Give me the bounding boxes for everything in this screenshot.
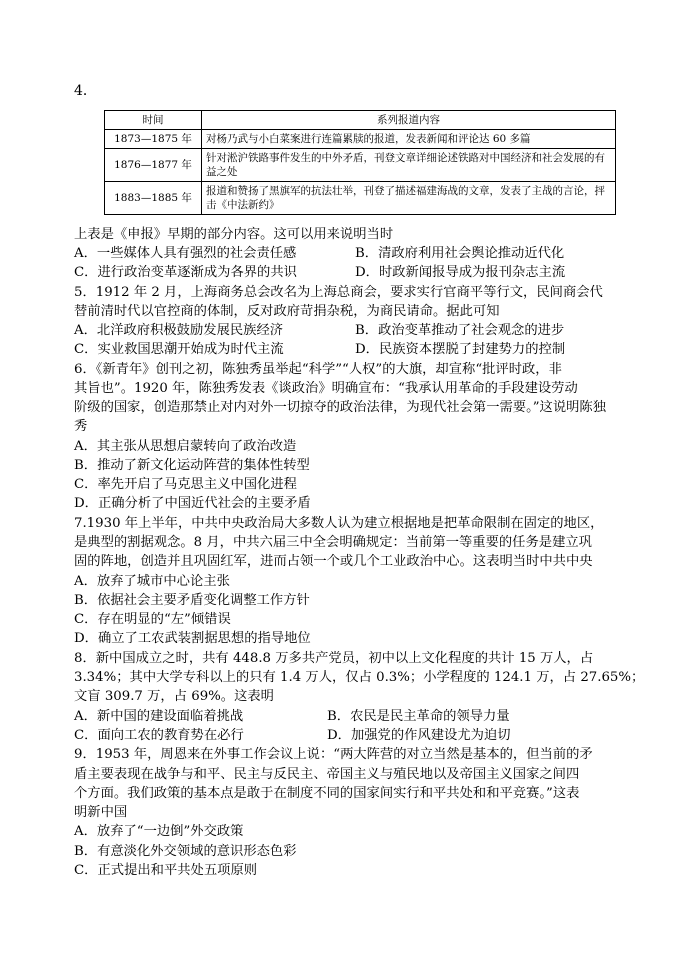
question-8-option-d[interactable]: D．加强党的作风建设尤为迫切: [327, 728, 511, 743]
question-4-option-d[interactable]: D．时政新闻报导成为报刊杂志主流: [355, 265, 566, 280]
question-7-text-line: 固的阵地，创造并且巩固红军，进而占领一个或几个工业政治中心。这表明当时中共中央: [74, 554, 593, 569]
table-cell-content: 针对淞沪铁路事件发生的中外矛盾，刊登文章详细论述铁路对中国经济和社会发展的有益之处: [202, 149, 616, 182]
question-8-text-line: 文盲 309.7 万，占 69%。这表明: [74, 689, 274, 704]
table-cell-content: 报道和赞扬了黑旗军的抗法壮举，刊登了描述福建海战的文章，发表了主战的言论，抨击《中法新约》: [202, 182, 616, 215]
question-5-option-c[interactable]: C．实业救国思潮开始成为时代主流: [74, 342, 284, 357]
question-8-option-a[interactable]: A．新中国的建设面临着挑战: [74, 709, 244, 724]
question-5-text-line: 替前清时代以官控商的体制，反对政府苛捐杂税，为商民请命。据此可知: [74, 304, 500, 319]
question-7-option-b[interactable]: B．依据社会主要矛盾变化调整工作方针: [74, 593, 310, 608]
question-9-text-line: 9．1953 年，周恩来在外事工作会议上说：“两大阵营的对立当然是基本的，但当前的矛: [74, 747, 593, 762]
table-cell-content: 对杨乃武与小白菜案进行连篇累牍的报道，发表新闻和评论达 60 多篇: [202, 130, 616, 149]
question-9-text-line: 明新中国: [74, 805, 128, 820]
question-7-option-a[interactable]: A．放弃了城市中心论主张: [74, 574, 230, 589]
question-8-option-b[interactable]: B．农民是民主革命的领导力量: [327, 709, 510, 724]
question-8-option-c[interactable]: C．面向工农的教育势在必行: [74, 728, 244, 743]
question-5-option-b[interactable]: B．政治变革推动了社会观念的进步: [355, 323, 565, 338]
question-6-option-c[interactable]: C．率先开启了马克思主义中国化进程: [74, 477, 297, 492]
question-9-option-b[interactable]: B．有意淡化外交领域的意识形态色彩: [74, 844, 297, 859]
question-5-option-a[interactable]: A．北洋政府积极鼓励发展民族经济: [74, 323, 284, 338]
question-7-option-d[interactable]: D．确立了工农武装割据思想的指导地位: [74, 631, 311, 646]
table-row: [105, 130, 616, 149]
question-6-option-d[interactable]: D．正确分析了中国近代社会的主要矛盾: [74, 496, 311, 511]
question-9-text-line: 盾主要表现在战争与和平、民主与反民主、帝国主义与殖民地以及帝国主义国家之间四: [74, 767, 580, 782]
table-header-content: 系列报道内容: [202, 111, 616, 130]
question-7-text-line: 7.1930 年上半年，中共中央政治局大多数人认为建立根据地是把革命限制在固定的地区，: [74, 516, 604, 531]
question-7-text-line: 是典型的割据观念。8 月，中共六届三中全会明确规定：当前第一等重要的任务是建立巩: [74, 535, 592, 550]
table-header-row: [105, 111, 616, 130]
question-9-text-line: 个方面。我们政策的基本点是敢于在制度不同的国家间实行和平共处和和平竞赛。”这表: [74, 786, 580, 801]
table-cell-time: 1873—1875 年: [105, 130, 202, 149]
question-6-option-b[interactable]: B．推动了新文化运动阵营的集体性转型: [74, 458, 310, 473]
question-6-option-a[interactable]: A．其主张从思想启蒙转向了政治改造: [74, 439, 297, 454]
question-5-text-line: 5．1912 年 2 月，上海商务总会改名为上海总商会，要求实行官商平等行文，民间商会代: [74, 285, 603, 300]
question-8-text-line: 8．新中国成立之时，共有 448.8 万多共产党员，初中以上文化程度的共计 15 万人，占: [74, 651, 594, 666]
table-header-time: 时间: [105, 111, 202, 130]
question-5-option-d[interactable]: D．民族资本摆脱了封建势力的控制: [355, 342, 566, 357]
question-9-option-c[interactable]: C．正式提出和平共处五项原则: [74, 863, 258, 878]
table-cell-time: 1883—1885 年: [105, 182, 202, 215]
question-4-option-a[interactable]: A．一些媒体人具有强烈的社会责任感: [74, 246, 297, 261]
table-row: [105, 182, 616, 215]
question-7-option-c[interactable]: C．存在明显的“左”倾错误: [74, 612, 231, 627]
question-9-option-a[interactable]: A．放弃了“一边倒”外交政策: [74, 824, 244, 839]
question-4-option-b[interactable]: B．清政府利用社会舆论推动近代化: [355, 246, 565, 261]
shenbao-report-table: [104, 110, 616, 215]
question-4-option-c[interactable]: C．进行政治变革逐渐成为各界的共识: [74, 265, 297, 280]
table-cell-time: 1876—1877 年: [105, 149, 202, 182]
question-4-number: 4．: [74, 83, 97, 99]
question-6-text-line: 6．《新青年》创刊之初，陈独秀虽举起“科学”“人权”的大旗，却宣称“批评时政，非: [74, 362, 562, 377]
question-6-text-line: 阶级的国家，创造那禁止对内对外一切掠夺的政治法律，为现代社会第一需要。”这说明陈独: [74, 400, 607, 415]
question-6-text-line: 其旨也”。1920 年，陈独秀发表《谈政治》明确宣布：“我承认用革命的手段建设劳动: [74, 381, 578, 396]
question-8-text-line: 3.34%；其中大学专科以上的只有 1.4 万人，仅占 0.3%；小学程度的 124.1 万，占 27.65%；: [74, 670, 645, 685]
table-row: [105, 149, 616, 182]
question-6-text-line: 秀: [74, 419, 88, 434]
question-4-stem: 上表是《申报》早期的部分内容。这可以用来说明当时: [74, 227, 394, 242]
